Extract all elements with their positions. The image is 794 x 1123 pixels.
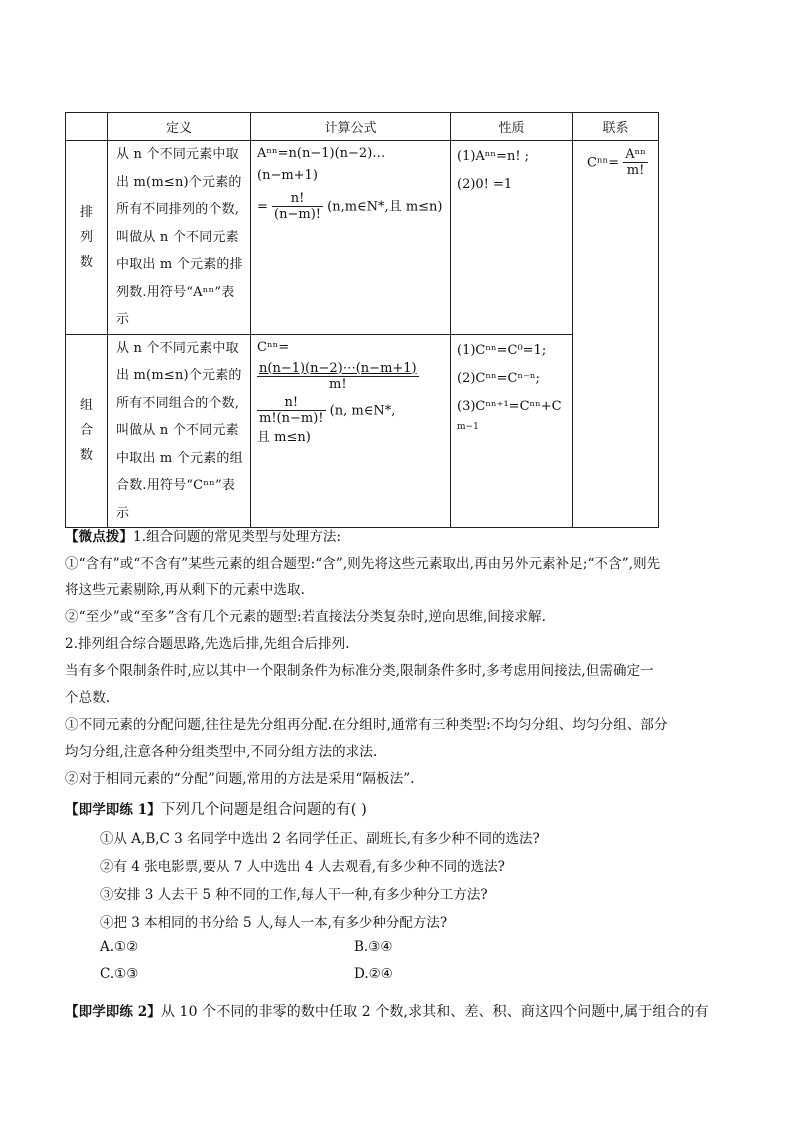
- fraction-numerator: n!: [257, 395, 326, 411]
- definition-line: 中取出 m 个元素的排: [116, 257, 243, 272]
- option-d: D.②④: [354, 966, 393, 982]
- row-label-char: 列: [79, 229, 93, 245]
- exercise-2-heading: [65, 1000, 709, 1021]
- relation-formula: [587, 147, 648, 179]
- fraction-denominator: m!: [329, 376, 347, 392]
- property-line: (1)Aⁿⁿ=n! ;: [457, 149, 530, 164]
- permutation-definition: [108, 141, 251, 335]
- option-b: B.③④: [354, 939, 393, 955]
- header-formula: 计算公式: [251, 113, 451, 141]
- combination-properties: [451, 334, 573, 528]
- exercise-tag: 【即学即练 1】: [65, 802, 161, 818]
- definition-line: 所有不同组合的个数,: [116, 395, 240, 411]
- property-line: (2)0! =1: [457, 177, 513, 192]
- permutation-combination-table: [65, 112, 659, 528]
- tip-line: ①“含有”或“不含有”某些元素的组合题型:“含”,则先将这些元素取出,再由另外元素补足;“不含”,则先: [65, 556, 661, 572]
- relation-lhs: Cⁿⁿ=: [587, 155, 620, 171]
- row-label-char: 合: [79, 423, 93, 439]
- permutation-formula: [251, 141, 451, 335]
- formula-fraction-2: [257, 395, 446, 427]
- property-line: m−1: [457, 421, 479, 432]
- definition-line: 列数.用符号“Aⁿⁿ”表示: [116, 284, 235, 327]
- formula-fraction: [257, 361, 419, 393]
- exercise-item: ①从 A,B,C 3 名同学中选出 2 名同学任正、副班长,有多少种不同的选法?: [100, 831, 540, 847]
- exercise-question: 下列几个问题是组合问题的有( ): [160, 802, 367, 818]
- relation-cell: [573, 141, 659, 528]
- definition-line: 出 m(m≤n)个元素的: [116, 174, 242, 190]
- tip-line: ①不同元素的分配问题,往往是先分组再分配.在分组时,通常有三种类型:不均匀分组、均匀分组、部分: [65, 717, 668, 733]
- formula-condition: (n, m∈N*,: [329, 403, 396, 418]
- property-line: (1)Cⁿⁿ=C⁰=1;: [457, 342, 547, 358]
- row-label-char: 数: [79, 448, 93, 464]
- header-property: 性质: [451, 113, 573, 141]
- formula-fraction: [272, 191, 323, 223]
- definition-line: 中取出 m 个元素的组: [116, 450, 243, 466]
- combination-definition: [108, 334, 251, 528]
- row-label-char: 数: [79, 254, 93, 270]
- fraction-numerator: n(n−1)(n−2)⋯(n−m+1): [259, 360, 417, 376]
- row-label-char: 组: [79, 398, 93, 414]
- formula-equals: =: [257, 199, 268, 215]
- formula-line: Cⁿⁿ=: [257, 339, 290, 355]
- combination-formula: [251, 334, 451, 528]
- exercise-1-heading: [65, 798, 367, 819]
- table-header-row: [66, 113, 659, 141]
- tip-line: ②对于相同元素的“分配”问题,常用的方法是采用“隔板法”.: [65, 771, 415, 787]
- exercise-item: ②有 4 张电影票,要从 7 人中选出 4 人去观看,有多少种不同的选法?: [100, 859, 505, 875]
- option-a: A.①②: [100, 939, 139, 955]
- header-definition: 定义: [108, 113, 251, 141]
- definition-line: 叫做从 n 个不同元素: [116, 229, 239, 245]
- tip-heading: [65, 525, 341, 545]
- row-label-char: 排: [79, 204, 93, 220]
- formula-fraction-1: [257, 361, 446, 393]
- definition-line: 叫做从 n 个不同元素: [116, 423, 239, 438]
- tip-line: 当有多个限制条件时,应以其中一个限制条件为标准分类,限制条件多时,多考虑用间接法,但需确定一: [65, 663, 654, 679]
- header-corner: [66, 113, 108, 141]
- definition-line: 合数.用符号“Cⁿⁿ”表示: [116, 478, 236, 521]
- fraction-denominator: (n−m)!: [274, 207, 322, 222]
- row-label-permutation: [66, 141, 108, 335]
- permutation-properties: [451, 141, 573, 335]
- fraction-numerator: Aⁿⁿ: [625, 147, 646, 162]
- tip-line: 均匀分组,注意各种分组类型中,不同分组方法的求法.: [65, 744, 378, 760]
- row-label-combination: [66, 334, 108, 528]
- fraction-denominator: m!(n−m)!: [259, 410, 324, 426]
- tip-line: ②“至少”或“至多”含有几个元素的题型:若直接法分类复杂时,逆向思维,间接求解.: [65, 609, 547, 625]
- tip-title: 1.组合问题的常见类型与处理方法:: [133, 529, 342, 545]
- header-relation: 联系: [573, 113, 659, 141]
- definition-line: 从 n 个不同元素中取: [116, 340, 239, 356]
- formula-line: Aⁿⁿ=n(n−1)(n−2)…(n−m+1): [257, 146, 386, 183]
- tip-tag: 【微点拨】: [65, 529, 133, 545]
- tip-line: 个总数.: [65, 690, 111, 706]
- exercise-question: 从 10 个不同的非零的数中任取 2 个数,求其和、差、积、商这四个问题中,属于组合的有: [160, 1004, 709, 1020]
- option-c: C.①③: [100, 966, 139, 982]
- definition-line: 从 n 个不同元素中取: [116, 147, 239, 162]
- definition-line: 所有不同排列的个数,: [116, 202, 240, 217]
- exercise-item: ④把 3 本相同的书分给 5 人,每人一本,有多少种分配方法?: [100, 915, 448, 931]
- table-row-combination: [66, 334, 659, 528]
- formula-condition: (n,m∈N*,且 m≤n): [327, 199, 443, 215]
- relation-fraction: [623, 147, 648, 179]
- fraction-denominator: m!: [626, 163, 645, 178]
- property-line: (2)Cⁿⁿ=Cⁿ⁻ⁿ;: [457, 370, 540, 386]
- formula-condition: 且 m≤n): [257, 429, 311, 445]
- definition-line: 出 m(m≤n)个元素的: [116, 368, 242, 383]
- tip-line: 2.排列组合综合题思路,先选后排,先组合后排列.: [65, 636, 350, 652]
- exercise-item: ③安排 3 人去干 5 种不同的工作,每人干一种,有多少种分工方法?: [100, 887, 488, 903]
- fraction-numerator: n!: [272, 191, 323, 207]
- property-line: (3)Cⁿⁿ⁺¹=Cⁿⁿ+C: [457, 398, 562, 414]
- formula-fraction-line: [257, 191, 446, 223]
- tip-line: 将这些元素剔除,再从剩下的元素中选取.: [65, 582, 305, 598]
- formula-fraction: [257, 395, 326, 427]
- exercise-tag: 【即学即练 2】: [65, 1004, 161, 1020]
- table-row-permutation: [66, 141, 659, 335]
